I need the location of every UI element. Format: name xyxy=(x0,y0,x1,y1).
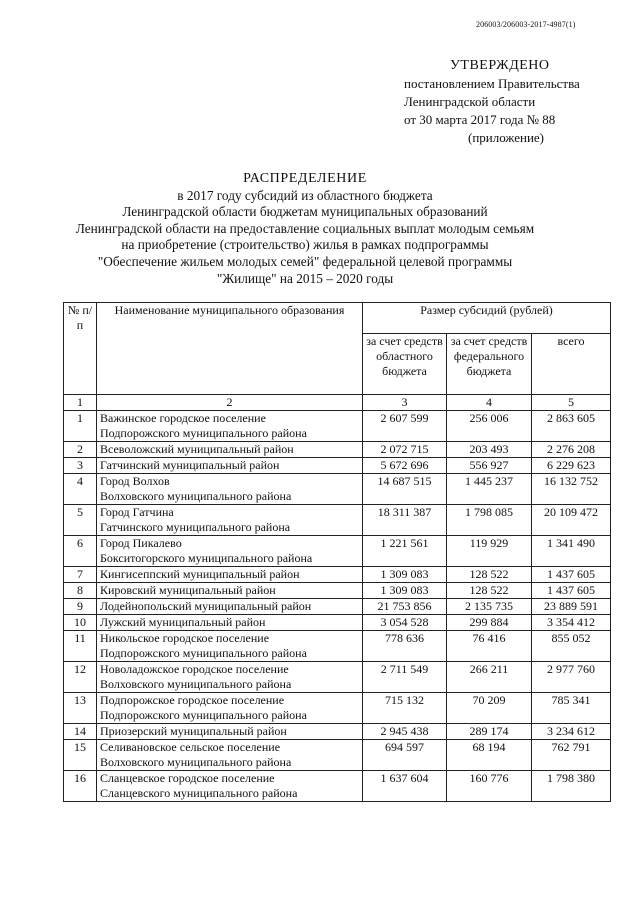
row-name xyxy=(97,505,363,536)
row-total: 1 341 490 xyxy=(532,536,611,567)
row-name-line: Город Пикалево xyxy=(100,536,182,550)
row-regional: 1 221 561 xyxy=(363,536,447,567)
heading-line: в 2017 году субсидий из областного бюджета xyxy=(177,187,433,203)
row-name-line: Никольское городское поселение xyxy=(100,631,270,645)
row-total: 785 341 xyxy=(532,693,611,724)
row-name xyxy=(97,771,363,802)
index-row xyxy=(64,395,611,411)
heading-line: Ленинградской области на предоставление социальных выплат молодым семьям xyxy=(75,220,535,236)
row-name xyxy=(97,599,363,615)
row-total: 2 863 605 xyxy=(532,411,611,442)
approval-line: Ленинградской области xyxy=(404,94,536,109)
row-number: 3 xyxy=(64,458,97,474)
row-regional: 2 072 715 xyxy=(363,442,447,458)
row-regional: 14 687 515 xyxy=(363,474,447,505)
row-total: 2 977 760 xyxy=(532,662,611,693)
row-total: 6 229 623 xyxy=(532,458,611,474)
row-regional: 21 753 856 xyxy=(363,599,447,615)
row-name-line: Лодейнопольский муниципальный район xyxy=(100,599,312,613)
row-total: 1 437 605 xyxy=(532,567,611,583)
row-name xyxy=(97,724,363,740)
row-regional: 1 309 083 xyxy=(363,567,447,583)
row-name-line: Сланцевское городское поселение xyxy=(100,771,275,785)
row-name xyxy=(97,615,363,631)
row-federal: 1 798 085 xyxy=(447,505,532,536)
header-total: всего xyxy=(532,334,611,395)
header-name: Наименование муниципального образования xyxy=(97,303,363,395)
row-federal: 70 209 xyxy=(447,693,532,724)
table-row xyxy=(64,442,611,458)
row-number: 16 xyxy=(64,771,97,802)
row-regional: 2 711 549 xyxy=(363,662,447,693)
row-regional: 1 309 083 xyxy=(363,583,447,599)
row-regional: 1 637 604 xyxy=(363,771,447,802)
row-number: 5 xyxy=(64,505,97,536)
row-name xyxy=(97,474,363,505)
subsidy-table xyxy=(63,302,611,802)
row-total: 2 276 208 xyxy=(532,442,611,458)
row-regional: 5 672 696 xyxy=(363,458,447,474)
row-name-line: Подпорожского муниципального района xyxy=(100,708,307,722)
approval-title: УТВЕРЖДЕНО xyxy=(450,58,550,73)
heading-line: на приобретение (строительство) жилья в рамках подпрограммы xyxy=(121,237,489,253)
row-name-line: Всеволожский муниципальный район xyxy=(100,442,294,456)
row-federal: 299 884 xyxy=(447,615,532,631)
row-federal: 556 927 xyxy=(447,458,532,474)
row-name xyxy=(97,583,363,599)
row-name-line: Приозерский муниципальный район xyxy=(100,724,287,738)
document-heading xyxy=(60,171,550,287)
row-name-line: Сланцевского муниципального района xyxy=(100,786,298,800)
table-row xyxy=(64,724,611,740)
heading-line: "Обеспечение жильем молодых семей" федеральной целевой программы xyxy=(97,253,513,269)
row-number: 8 xyxy=(64,583,97,599)
approval-line: постановлением Правительства xyxy=(404,76,580,91)
row-regional: 715 132 xyxy=(363,693,447,724)
table-row xyxy=(64,505,611,536)
table-row xyxy=(64,583,611,599)
row-total: 855 052 xyxy=(532,631,611,662)
row-name xyxy=(97,458,363,474)
table-row xyxy=(64,740,611,771)
index-cell: 2 xyxy=(97,395,363,411)
row-name-line: Волховского муниципального района xyxy=(100,755,292,769)
table-row xyxy=(64,615,611,631)
row-total: 3 234 612 xyxy=(532,724,611,740)
row-name-line: Подпорожского муниципального района xyxy=(100,426,307,440)
row-regional: 18 311 387 xyxy=(363,505,447,536)
table-row xyxy=(64,771,611,802)
row-federal: 119 929 xyxy=(447,536,532,567)
row-total: 20 109 472 xyxy=(532,505,611,536)
row-federal: 1 445 237 xyxy=(447,474,532,505)
row-federal: 2 135 735 xyxy=(447,599,532,615)
row-name-line: Новоладожское городское поселение xyxy=(100,662,289,676)
table-row xyxy=(64,693,611,724)
index-cell: 5 xyxy=(532,395,611,411)
row-name-line: Гатчинского муниципального района xyxy=(100,520,291,534)
row-name-line: Подпорожского муниципального района xyxy=(100,646,307,660)
row-name xyxy=(97,662,363,693)
row-number: 2 xyxy=(64,442,97,458)
row-regional: 2 607 599 xyxy=(363,411,447,442)
row-name-line: Волховского муниципального района xyxy=(100,677,292,691)
row-total: 762 791 xyxy=(532,740,611,771)
row-regional: 2 945 438 xyxy=(363,724,447,740)
row-regional: 778 636 xyxy=(363,631,447,662)
table-row xyxy=(64,474,611,505)
row-number: 1 xyxy=(64,411,97,442)
row-federal: 256 006 xyxy=(447,411,532,442)
index-cell: 3 xyxy=(363,395,447,411)
row-federal: 203 493 xyxy=(447,442,532,458)
row-number: 12 xyxy=(64,662,97,693)
row-federal: 68 194 xyxy=(447,740,532,771)
row-name-line: Кировский муниципальный район xyxy=(100,583,276,597)
heading-title: РАСПРЕДЕЛЕНИЕ xyxy=(243,171,367,186)
index-cell: 1 xyxy=(64,395,97,411)
row-name xyxy=(97,740,363,771)
table-row xyxy=(64,662,611,693)
table-row xyxy=(64,458,611,474)
row-federal: 266 211 xyxy=(447,662,532,693)
row-number: 7 xyxy=(64,567,97,583)
table-row xyxy=(64,536,611,567)
row-number: 15 xyxy=(64,740,97,771)
table-row xyxy=(64,411,611,442)
row-name xyxy=(97,567,363,583)
row-federal: 76 416 xyxy=(447,631,532,662)
heading-line: "Жилище" на 2015 – 2020 годы xyxy=(216,270,394,286)
row-name-line: Бокситогорского муниципального района xyxy=(100,551,313,565)
row-federal: 128 522 xyxy=(447,583,532,599)
header-size: Размер субсидий (рублей) xyxy=(363,303,611,334)
row-name xyxy=(97,442,363,458)
header-federal: за счет средств федерального бюджета xyxy=(447,334,532,395)
document-id: 206003/206003-2017-4987(1) xyxy=(476,20,576,29)
row-name xyxy=(97,536,363,567)
row-regional: 694 597 xyxy=(363,740,447,771)
row-number: 14 xyxy=(64,724,97,740)
row-number: 4 xyxy=(64,474,97,505)
row-number: 11 xyxy=(64,631,97,662)
row-name-line: Кингисеппский муниципальный район xyxy=(100,567,300,581)
row-name xyxy=(97,693,363,724)
header-num: № п/п xyxy=(64,303,97,395)
approval-line: от 30 марта 2017 года № 88 xyxy=(404,112,556,127)
heading-line: Ленинградской области бюджетам муниципальных образований xyxy=(122,204,488,220)
row-total: 23 889 591 xyxy=(532,599,611,615)
table-row xyxy=(64,631,611,662)
index-cell: 4 xyxy=(447,395,532,411)
row-name-line: Город Гатчина xyxy=(100,505,174,519)
approval-appendix: (приложение) xyxy=(468,130,545,145)
row-number: 6 xyxy=(64,536,97,567)
row-name xyxy=(97,411,363,442)
row-name-line: Важинское городское поселение xyxy=(100,411,266,425)
row-total: 3 354 412 xyxy=(532,615,611,631)
row-federal: 160 776 xyxy=(447,771,532,802)
row-name-line: Селивановское сельское поселение xyxy=(100,740,281,754)
table-row xyxy=(64,567,611,583)
row-number: 10 xyxy=(64,615,97,631)
row-name-line: Лужский муниципальный район xyxy=(100,615,266,629)
row-federal: 289 174 xyxy=(447,724,532,740)
row-name-line: Гатчинский муниципальный район xyxy=(100,458,280,472)
row-total: 1 437 605 xyxy=(532,583,611,599)
row-number: 13 xyxy=(64,693,97,724)
row-total: 16 132 752 xyxy=(532,474,611,505)
approval-block xyxy=(404,57,634,147)
row-name-line: Волховского муниципального района xyxy=(100,489,292,503)
row-name-line: Город Волхов xyxy=(100,474,170,488)
table-row xyxy=(64,599,611,615)
row-total: 1 798 380 xyxy=(532,771,611,802)
row-name-line: Подпорожское городское поселение xyxy=(100,693,285,707)
row-federal: 128 522 xyxy=(447,567,532,583)
row-number: 9 xyxy=(64,599,97,615)
header-regional: за счет средств областного бюджета xyxy=(363,334,447,395)
row-regional: 3 054 528 xyxy=(363,615,447,631)
row-name xyxy=(97,631,363,662)
